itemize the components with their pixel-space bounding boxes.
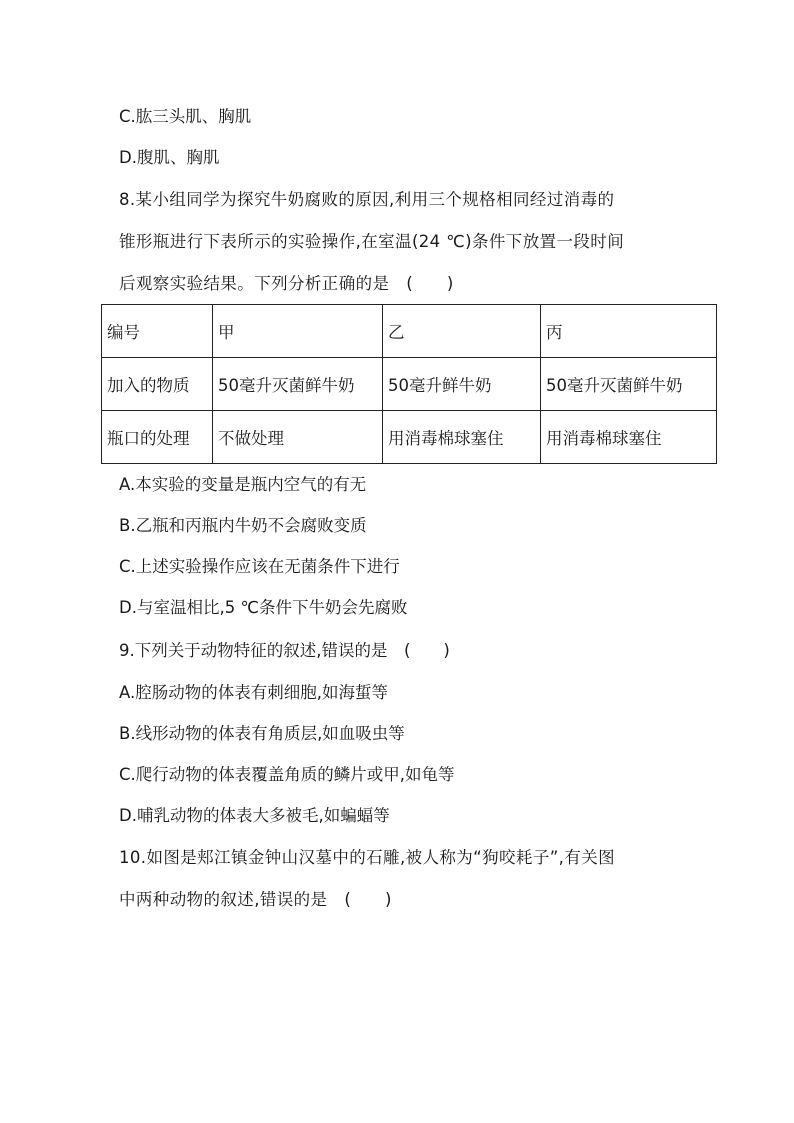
question-8-line-3: 后观察实验结果。下列分析正确的是 ( )	[119, 274, 454, 293]
question-8-line-1: 8.某小组同学为探究牛奶腐败的原因,利用三个规格相同经过消毒的	[119, 190, 615, 209]
question-8-line-2: 锥形瓶进行下表所示的实验操作,在室温(24 ℃)条件下放置一段时间	[119, 232, 625, 251]
option-a-q8: A.本实验的变量是瓶内空气的有无	[119, 475, 367, 494]
table-cell: 乙	[383, 305, 541, 358]
table-row	[102, 305, 717, 358]
table-cell: 丙	[541, 305, 717, 358]
option-b-q9: B.线形动物的体表有角质层,如血吸虫等	[119, 724, 405, 743]
table-cell: 50毫升灭菌鲜牛奶	[213, 358, 383, 411]
table-cell: 50毫升鲜牛奶	[383, 358, 541, 411]
option-d-q8: D.与室温相比,5 ℃条件下牛奶会先腐败	[119, 598, 408, 617]
option-c-q7: C.肱三头肌、胸肌	[119, 107, 252, 126]
experiment-table	[101, 304, 717, 464]
option-c-q8: C.上述实验操作应该在无菌条件下进行	[119, 557, 400, 576]
table-row	[102, 411, 717, 464]
option-b-q8: B.乙瓶和丙瓶内牛奶不会腐败变质	[119, 516, 367, 535]
table-cell: 编号	[102, 305, 213, 358]
table-cell: 不做处理	[213, 411, 383, 464]
table-cell: 加入的物质	[102, 358, 213, 411]
table-row	[102, 358, 717, 411]
table-cell: 用消毒棉球塞住	[541, 411, 717, 464]
question-10-line-1: 10.如图是郏江镇金钟山汉墓中的石雕,被人称为“狗咬耗子”,有关图	[119, 848, 616, 867]
option-a-q9: A.腔肠动物的体表有刺细胞,如海蜇等	[119, 683, 388, 702]
question-10-line-2: 中两种动物的叙述,错误的是 ( )	[119, 890, 392, 909]
table-cell: 瓶口的处理	[102, 411, 213, 464]
table-cell: 50毫升灭菌鲜牛奶	[541, 358, 717, 411]
option-d-q7: D.腹肌、胸肌	[119, 148, 220, 167]
option-d-q9: D.哺乳动物的体表大多被毛,如蝙蝠等	[119, 806, 390, 825]
question-9: 9.下列关于动物特征的叙述,错误的是 ( )	[119, 641, 450, 660]
table-cell: 用消毒棉球塞住	[383, 411, 541, 464]
table-cell: 甲	[213, 305, 383, 358]
option-c-q9: C.爬行动物的体表覆盖角质的鳞片或甲,如龟等	[119, 765, 455, 784]
